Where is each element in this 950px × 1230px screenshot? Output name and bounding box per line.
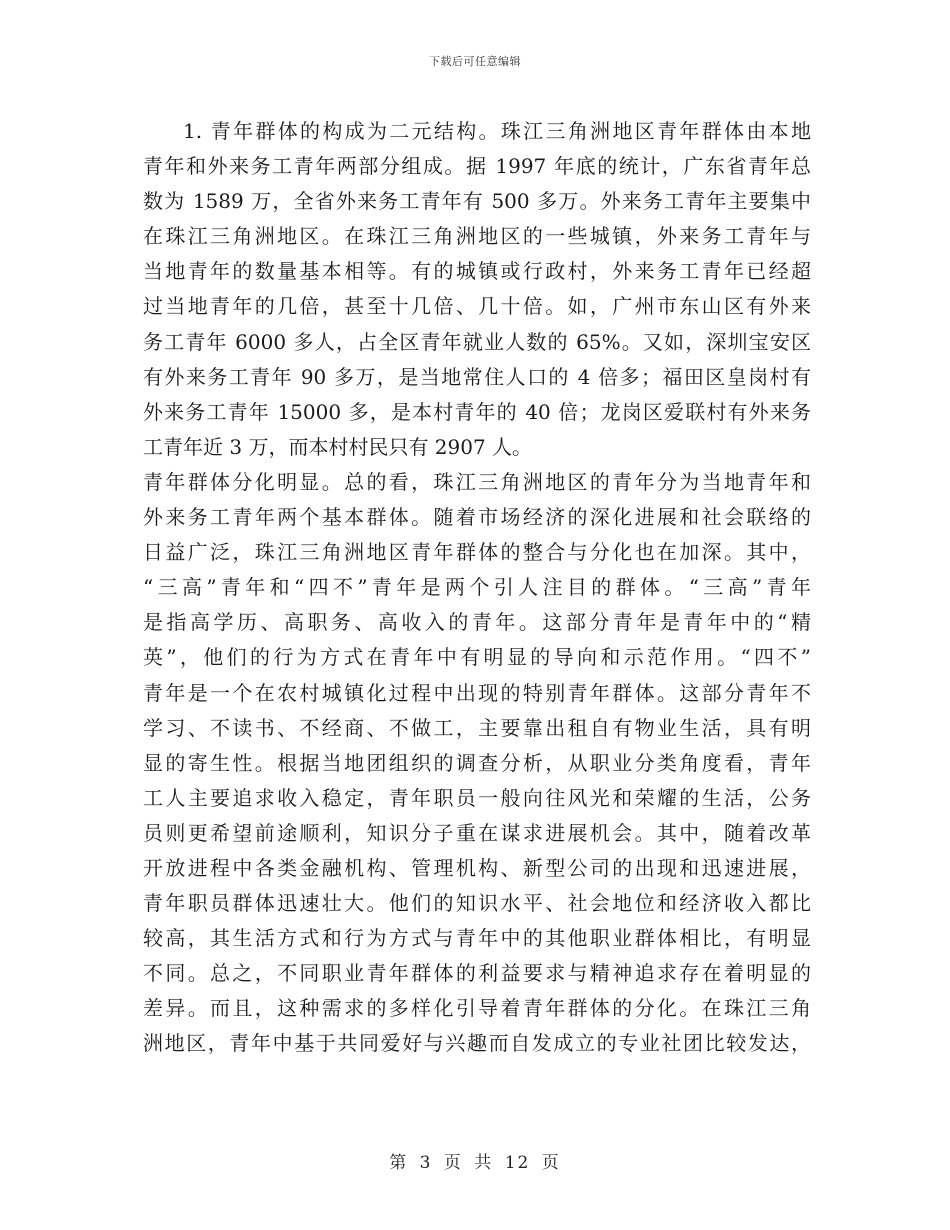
paragraph-line: 外来务工青年 15000 多，是本村青年的 40 倍；龙岗区爱联村有外来务 [143, 399, 811, 424]
paragraph-line: 工青年近 3 万，而本村村民只有 2907 人。 [143, 434, 533, 459]
paragraph-line: 青年群体分化明显。总的看，珠江三角洲地区的青年分为当地青年和 [143, 469, 811, 494]
paragraph-line: 开放进程中各类金融机构、管理机构、新型公司的出现和迅速进展， [143, 855, 811, 880]
document-body [143, 114, 811, 1062]
paragraph-line: 学习、不读书、不经商、不做工，主要靠出租自有物业生活，具有明 [143, 715, 811, 740]
paragraph-line: 外来务工青年两个基本群体。随着市场经济的深化进展和社会联络的 [143, 505, 811, 530]
paragraph-line: 洲地区，青年中基于共同爱好与兴趣而自发成立的专业社团比较发达， [143, 1031, 811, 1056]
paragraph-line: 过当地青年的几倍，甚至十几倍、几十倍。如，广州市东山区有外来 [143, 294, 811, 319]
paragraph-line: 在珠江三角洲地区。在珠江三角洲地区的一些城镇，外来务工青年与 [143, 224, 811, 249]
paragraph-line: “三高”青年和“四不”青年是两个引人注目的群体。“三高”青年 [143, 575, 811, 600]
page-header: 下载后可任意编辑 [429, 55, 521, 68]
paragraph-line: 青年是一个在农村城镇化过程中出现的特别青年群体。这部分青年不 [143, 680, 811, 705]
paragraph-line: 青年职员群体迅速壮大。他们的知识水平、社会地位和经济收入都比 [143, 891, 811, 916]
paragraph-line: 英”，他们的行为方式在青年中有明显的导向和示范作用。“四不” [143, 645, 811, 670]
paragraph-line: 青年和外来务工青年两部分组成。据 1997 年底的统计，广东省青年总 [143, 154, 811, 179]
page-number-footer: 第 3 页 共 12 页 [389, 1153, 561, 1173]
paragraph-line: 当地青年的数量基本相等。有的城镇或行政村，外来务工青年已经超 [143, 259, 811, 284]
paragraph-line: 较高，其生活方式和行为方式与青年中的其他职业群体相比，有明显 [143, 926, 811, 951]
paragraph-line: 是指高学历、高职务、高收入的青年。这部分青年是青年中的“精 [143, 610, 811, 635]
paragraph-line: 数为 1589 万，全省外来务工青年有 500 多万。外来务工青年主要集中 [143, 189, 811, 214]
paragraph-line: 有外来务工青年 90 多万，是当地常住人口的 4 倍多；福田区皇岗村有 [143, 364, 811, 389]
paragraph-line: 差异。而且，这种需求的多样化引导着青年群体的分化。在珠江三角 [143, 996, 811, 1021]
paragraph-line: 显的寄生性。根据当地团组织的调查分析，从职业分类角度看，青年 [143, 750, 811, 775]
paragraph-line: 1. 青年群体的构成为二元结构。珠江三角洲地区青年群体由本地 [183, 119, 811, 143]
paragraph-line: 工人主要追求收入稳定，青年职员一般向往风光和荣耀的生活，公务 [143, 785, 811, 810]
paragraph-line: 务工青年 6000 多人，占全区青年就业人数的 65%。又如，深圳宝安区 [143, 329, 811, 354]
paragraph-line: 员则更希望前途顺利，知识分子重在谋求进展机会。其中，随着改革 [143, 820, 811, 845]
paragraph-line: 日益广泛，珠江三角洲地区青年群体的整合与分化也在加深。其中， [143, 540, 811, 565]
paragraph-line: 不同。总之，不同职业青年群体的利益要求与精神追求存在着明显的 [143, 961, 811, 986]
